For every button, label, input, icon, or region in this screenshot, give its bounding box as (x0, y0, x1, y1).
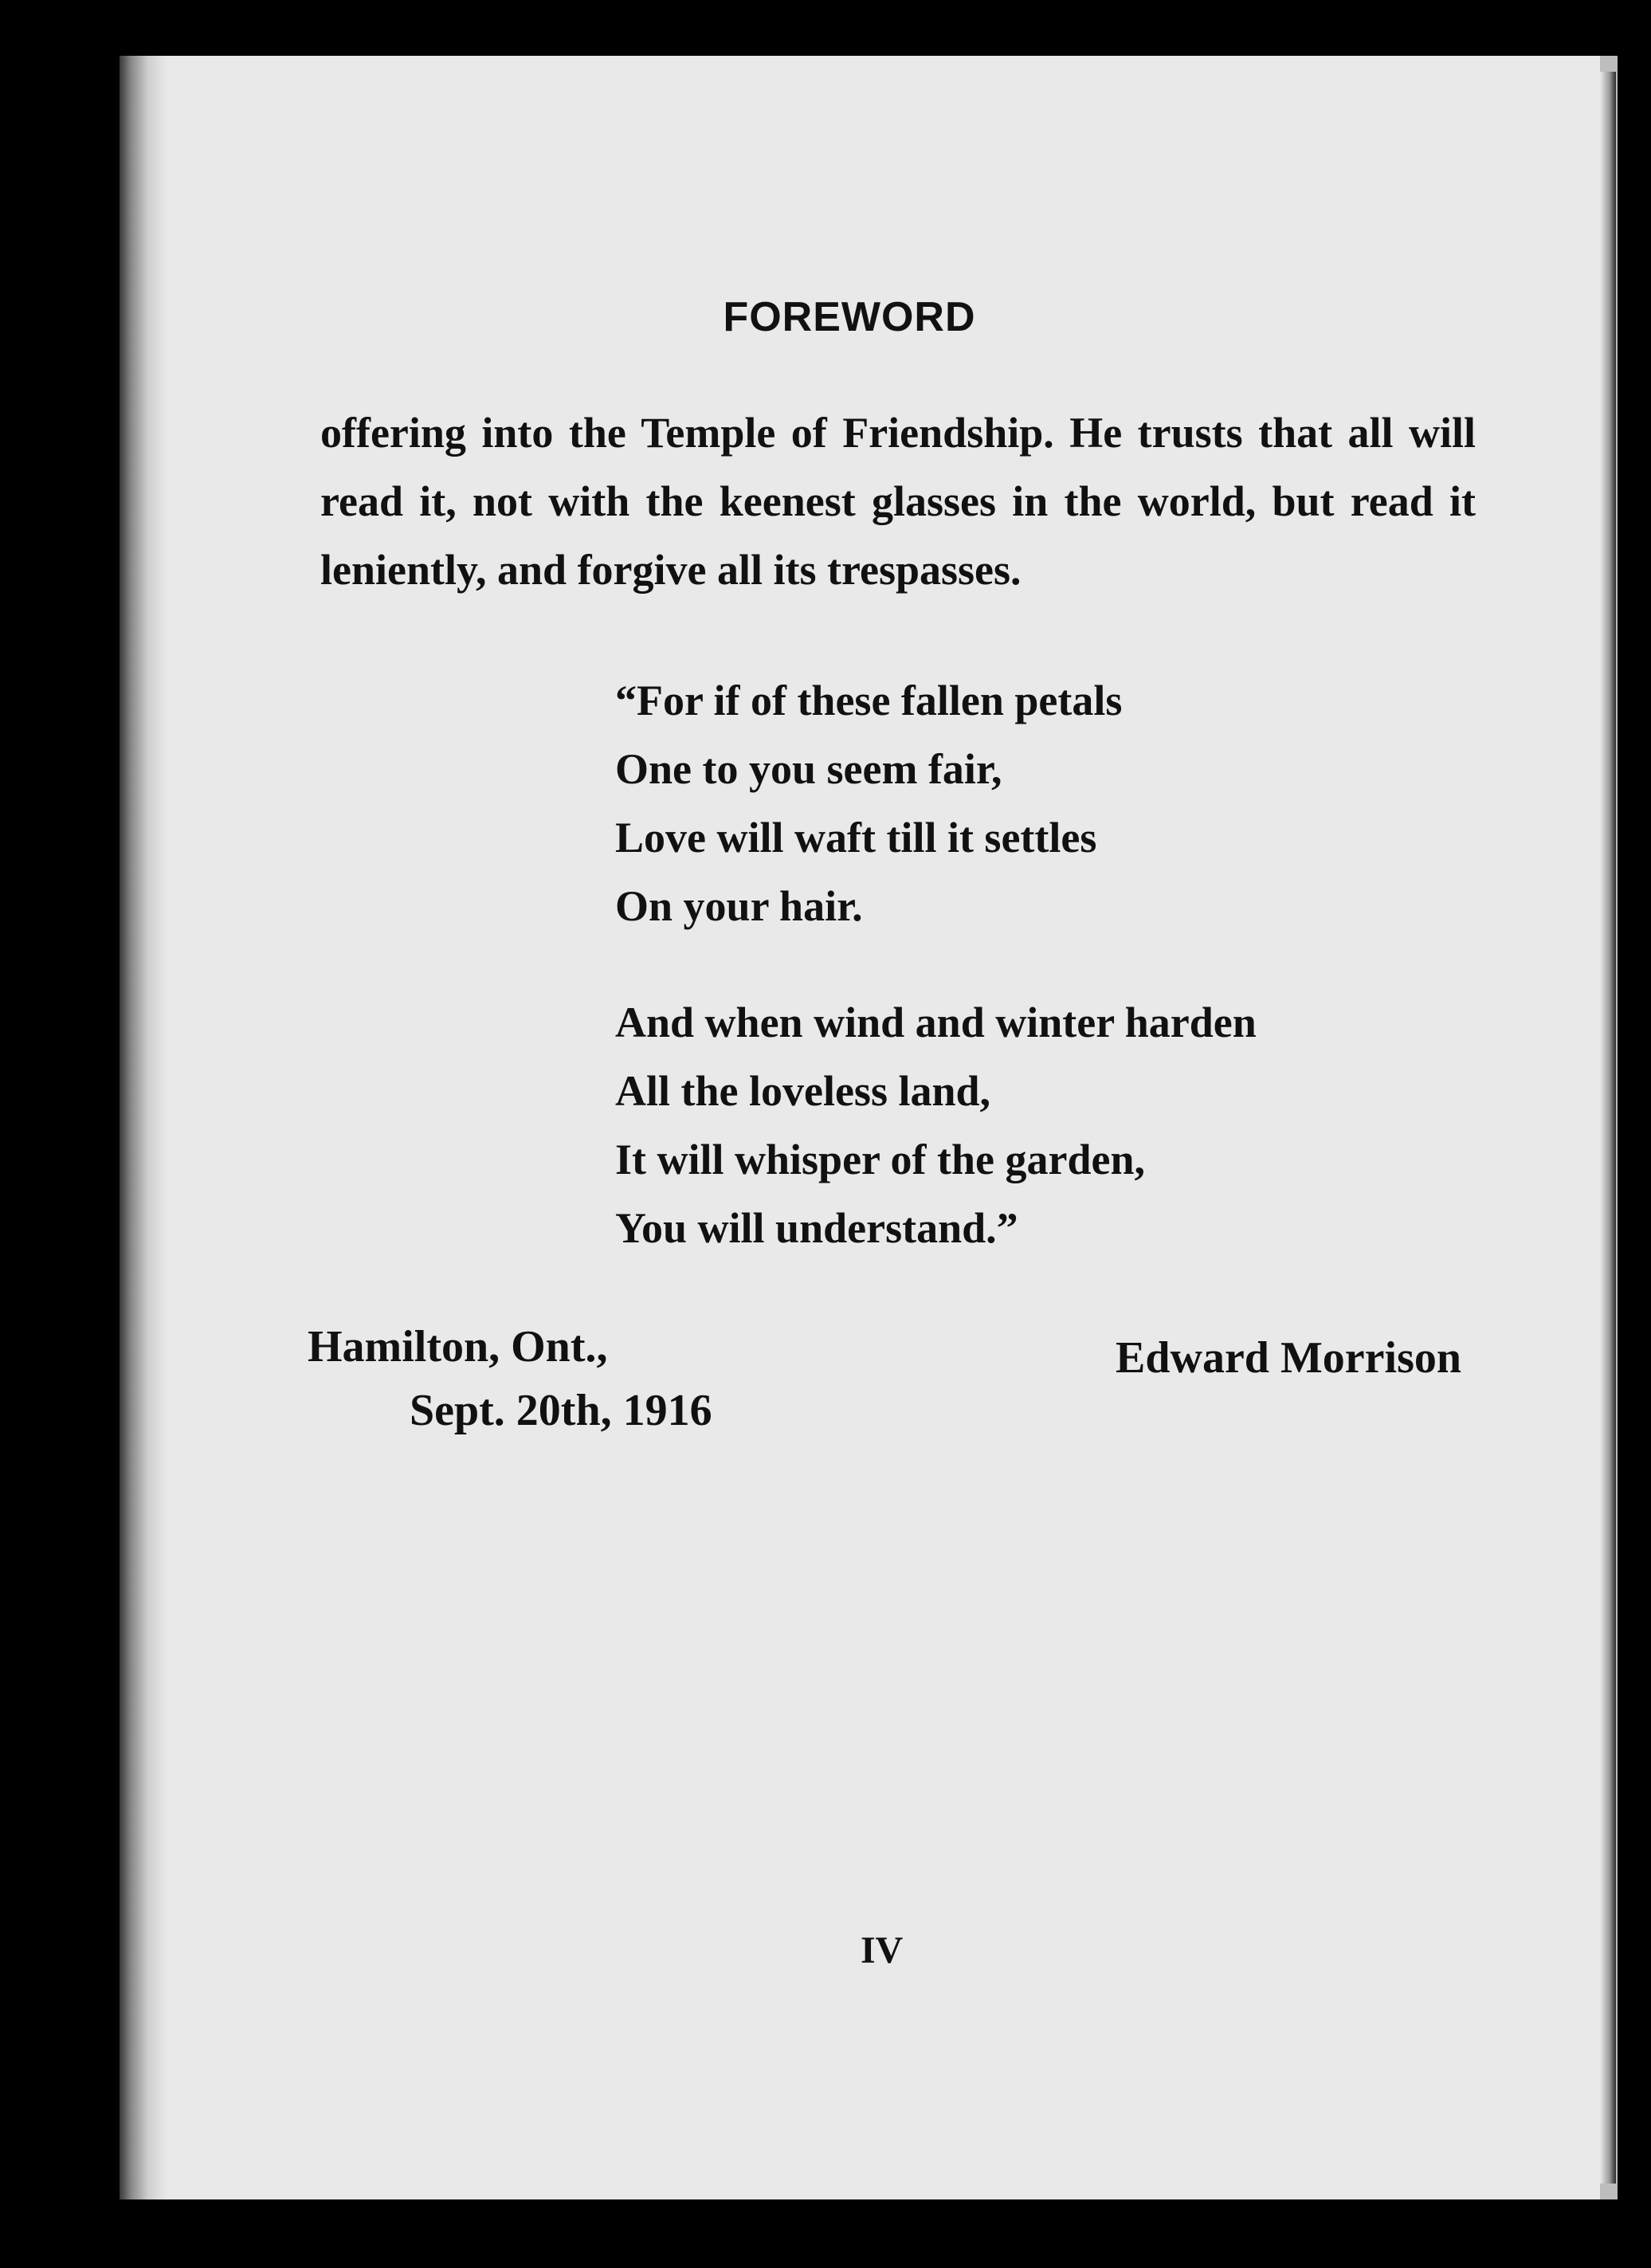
verse-line: You will understand.” (615, 1204, 1018, 1252)
paragraph-line: read it, not with the keenest glasses in the world, but read it (320, 477, 1476, 525)
verse-line: Love will waft till it settles (615, 814, 1097, 861)
place-and-date (308, 1315, 712, 1442)
page-heading: FOREWORD (723, 294, 976, 340)
page-edge-shadow (1600, 72, 1616, 2184)
verse-stanza-2 (615, 988, 1257, 1262)
place-city: Hamilton, Ont., (308, 1322, 608, 1371)
page-number: IV (861, 1929, 904, 1972)
verse-line: All the loveless land, (615, 1067, 991, 1115)
verse-line: One to you seem fair, (615, 745, 1002, 793)
verse-line: And when wind and winter harden (615, 999, 1257, 1046)
verse-line: On your hair. (615, 882, 863, 930)
paragraph-line: leniently, and forgive all its trespasses. (320, 546, 1022, 594)
page-spine-shadow (120, 56, 167, 2199)
place-date: Sept. 20th, 1916 (410, 1386, 712, 1435)
paragraph-line: offering into the Temple of Friendship. He trusts that all will (320, 409, 1476, 457)
verse-stanza-1 (615, 666, 1122, 940)
verse-line: “For if of these fallen petals (615, 677, 1123, 724)
foreword-paragraph (320, 398, 1476, 604)
author-signature: Edward Morrison (1116, 1333, 1461, 1383)
verse-line: It will whisper of the garden, (615, 1136, 1146, 1183)
